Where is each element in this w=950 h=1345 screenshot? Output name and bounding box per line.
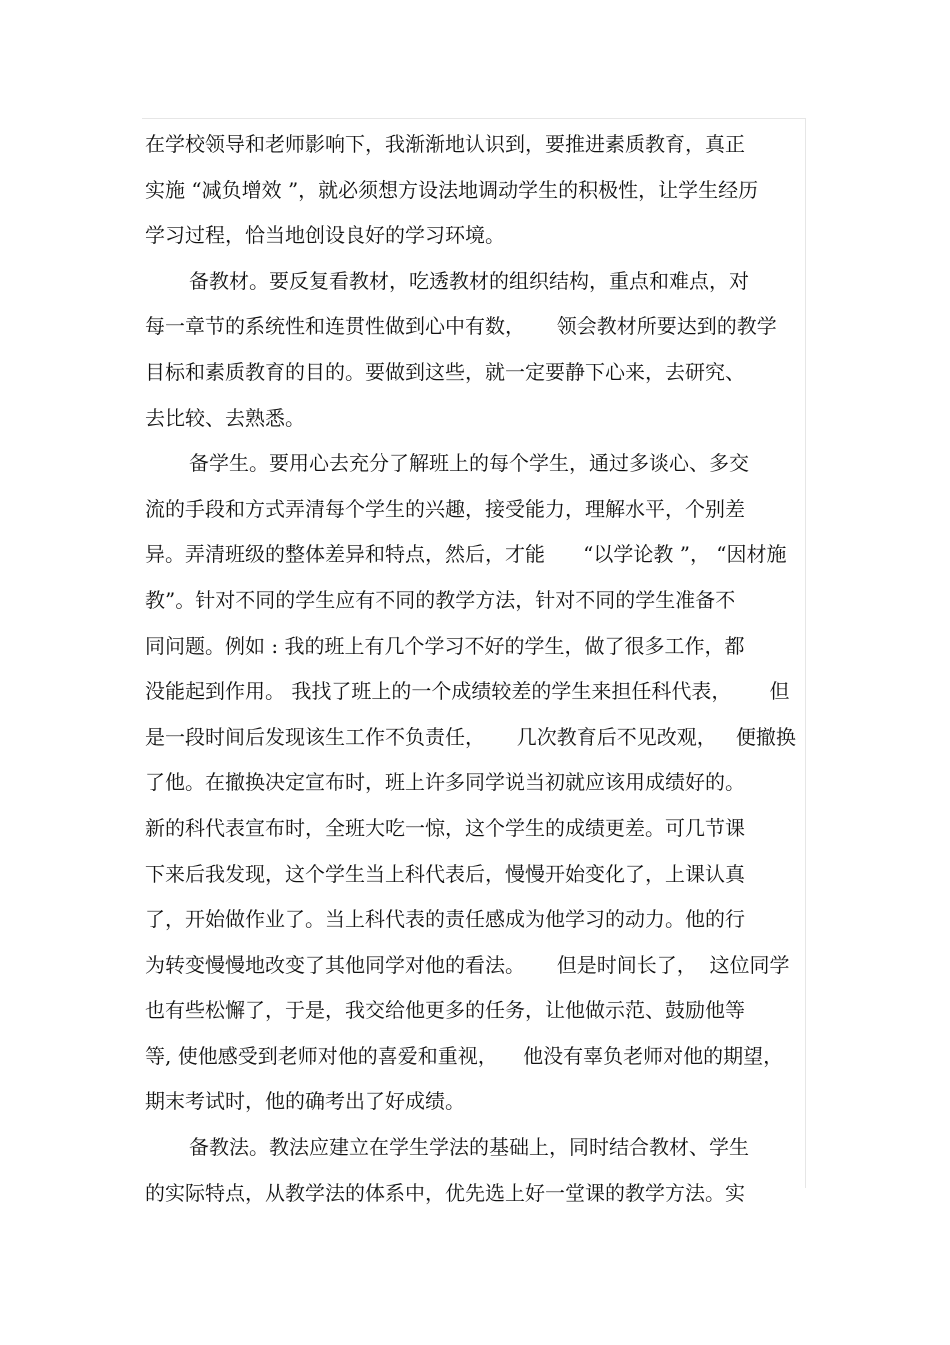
text-line: 了他。在撤换决定宣布时，班上许多同学说当初就应该用成绩好的。 xyxy=(145,770,745,795)
text-line: 每一章节的系统性和连贯性做到心中有数， 领会教材所要达到的教学 xyxy=(145,314,777,339)
text-line: 期末考试时，他的确考出了好成绩。 xyxy=(145,1089,465,1114)
text-line: 流的手段和方式弄清每个学生的兴趣，接受能力，理解水平，个别差 xyxy=(145,496,745,521)
text-line: 为转变慢慢地改变了其他同学对他的看法。 但是时间长了， 这位同学 xyxy=(145,952,790,977)
text-line: 新的科代表宣布时，全班大吃一惊，这个学生的成绩更差。可几节课 xyxy=(145,815,745,840)
text-line: 的实际特点，从教学法的体系中，优先选上好一堂课的教学方法。实 xyxy=(145,1180,745,1205)
text-line: 同问题。例如 : 我的班上有几个学习不好的学生，做了很多工作，都 xyxy=(145,633,745,658)
text-line: 去比较、去熟悉。 xyxy=(145,405,305,430)
text-line: 也有些松懈了，于是，我交给他更多的任务，让他做示范、鼓励他等 xyxy=(145,998,745,1023)
text-line: 下来后我发现，这个学生当上科代表后，慢慢开始变化了，上课认真 xyxy=(145,861,745,886)
text-line: 备教材。要反复看教材，吃透教材的组织结构，重点和难点，对 xyxy=(189,268,749,293)
text-line: 异。弄清班级的整体差异和特点，然后，才能 “以学论教 ”， “因材施 xyxy=(145,542,787,567)
text-line: 教”。针对不同的学生应有不同的教学方法，针对不同的学生准备不 xyxy=(145,587,736,612)
text-line: 了，开始做作业了。当上科代表的责任感成为他学习的动力。他的行 xyxy=(145,907,745,932)
text-line: 学习过程，恰当地创设良好的学习环境。 xyxy=(145,223,505,248)
text-line: 备学生。要用心去充分了解班上的每个学生，通过多谈心、多交 xyxy=(189,451,749,476)
text-line: 在学校领导和老师影响下，我渐渐地认识到，要推进素质教育，真正 xyxy=(145,132,745,156)
text-line: 目标和素质教育的目的。要做到这些，就一定要静下心来，去研究、 xyxy=(145,359,745,384)
text-line: 实施 “减负增效 ”，就必须想方设法地调动学生的积极性，让学生经历 xyxy=(145,177,759,202)
text-line: 备教法。教法应建立在学生学法的基础上，同时结合教材、学生 xyxy=(189,1135,749,1160)
document-body xyxy=(145,122,810,1216)
text-line: 没能起到作用。 我找了班上的一个成绩较差的学生来担任科代表， 但 xyxy=(145,679,790,704)
text-line: 等, 使他感受到老师对他的喜爱和重视， 他没有辜负老师对他的期望， xyxy=(145,1043,784,1068)
text-line: 是一段时间后发现该生工作不负责任， 几次教育后不见改观， 便撤换 xyxy=(145,724,796,749)
